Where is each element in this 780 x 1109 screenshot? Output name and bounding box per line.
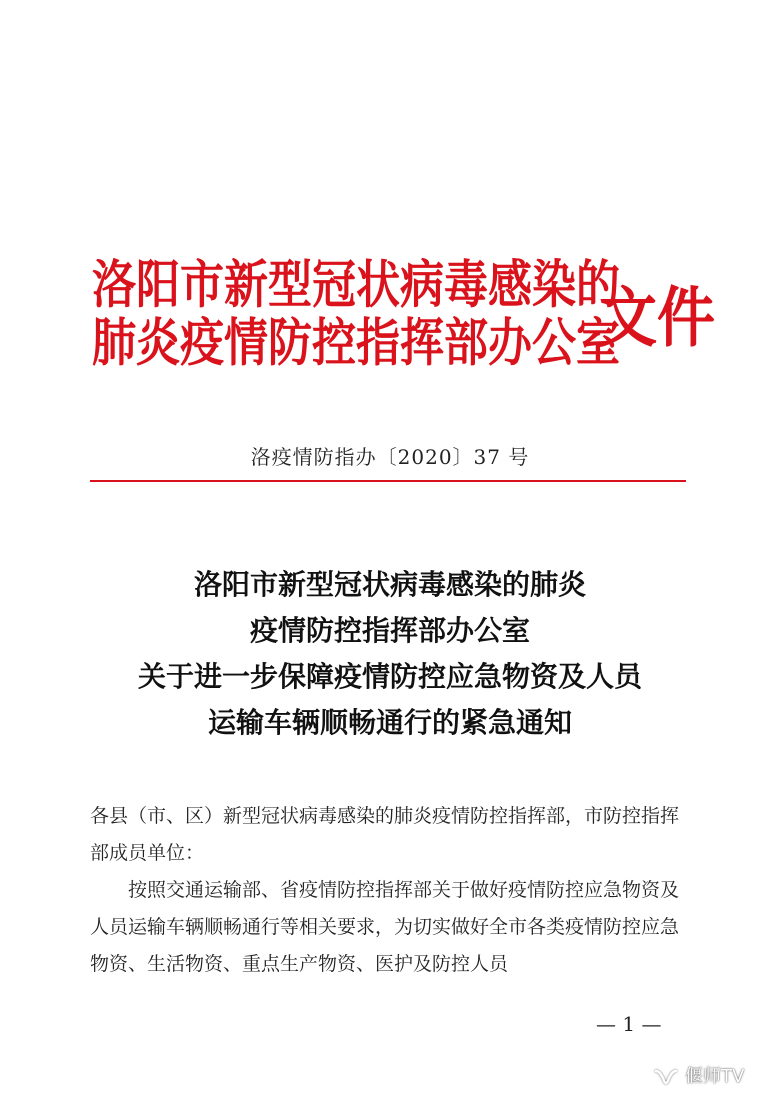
document-number: 洛疫情防指办〔2020〕37 号 — [250, 445, 530, 469]
issuing-organization — [92, 252, 620, 374]
page-number: — 1 — — [596, 1012, 662, 1036]
red-divider — [90, 480, 686, 482]
body-paragraph: 按照交通运输部、省疫情防控指挥部关于做好疫情防控应急物资及人员运输车辆顺畅通行等相关要求，为切实做好全市各类疫情防控应急物资、生活物资、重点生产物资、医护及防控人员 — [90, 879, 680, 975]
organization-line-1: 洛阳市新型冠状病毒感染的 — [92, 255, 620, 316]
organization-line-2: 肺炎疫情防控指挥部办公室 — [92, 313, 620, 374]
red-header — [92, 252, 716, 382]
watermark-text: 偃师TV — [685, 1066, 745, 1087]
watermark — [653, 1063, 744, 1091]
title-line-3: 关于进一步保障疫情防控应急物资及人员 — [137, 660, 642, 693]
recipients-paragraph: 各县（市、区）新型冠状病毒感染的肺炎疫情防控指挥部，市防控指挥部成员单位： — [90, 805, 680, 864]
title-line-4: 运输车辆顺畅通行的紧急通知 — [207, 706, 572, 739]
document-body — [90, 798, 690, 983]
header-suffix: 文件 — [599, 279, 716, 356]
wechat-channel-icon — [653, 1067, 679, 1087]
title-line-1: 洛阳市新型冠状病毒感染的肺炎 — [193, 568, 586, 601]
title-line-2: 疫情防控指挥部办公室 — [249, 614, 530, 647]
document-title — [0, 562, 780, 746]
